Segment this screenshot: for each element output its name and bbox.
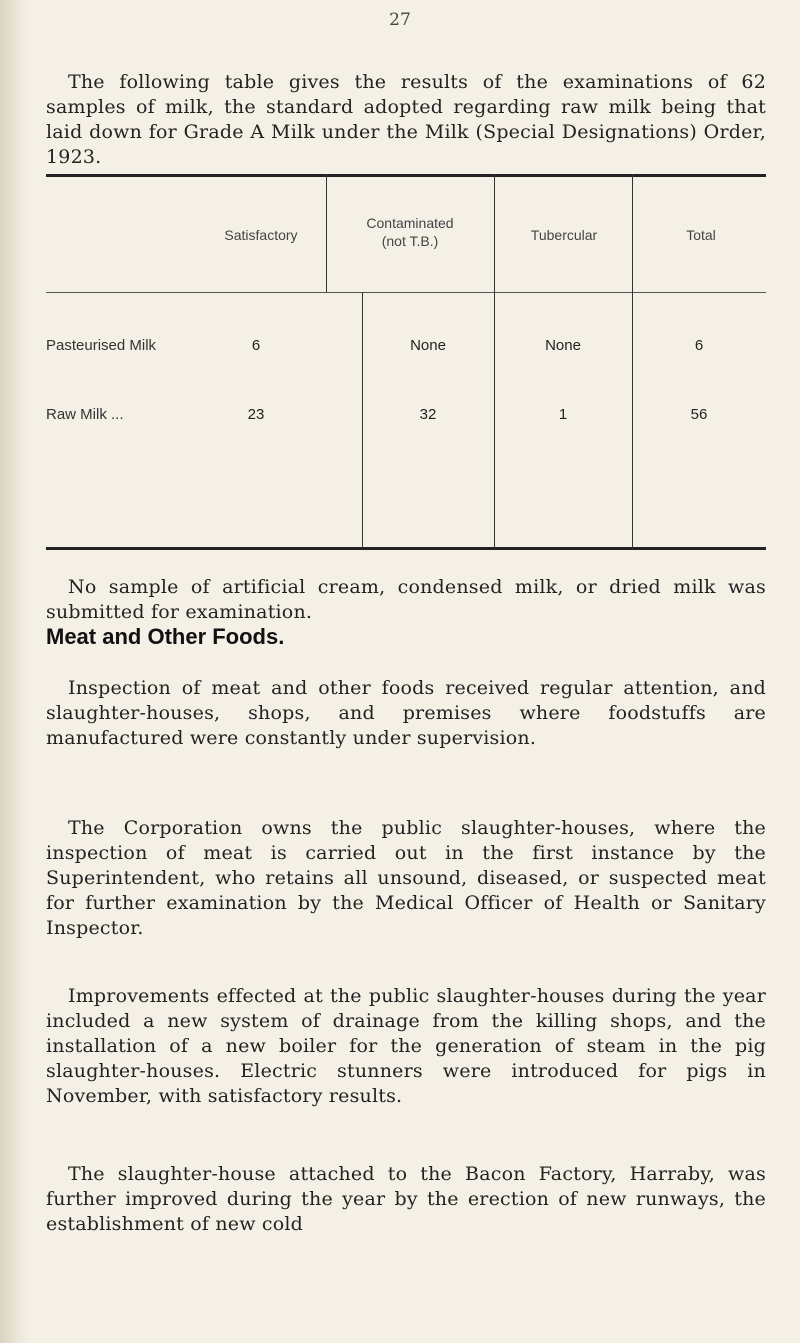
cell-satisfactory: 6 <box>251 337 261 354</box>
milk-results-table <box>46 174 766 550</box>
header-total: Total <box>686 227 716 243</box>
cell-satisfactory: 23 <box>247 406 265 423</box>
cell-total: 6 <box>694 337 704 354</box>
section-heading: Meat and Other Foods. <box>46 624 285 649</box>
cell-contaminated: None <box>410 337 446 354</box>
body-paragraph <box>46 676 766 751</box>
header-contaminated-line2: (not T.B.) <box>381 233 439 249</box>
header-satisfactory: Satisfactory <box>224 227 298 243</box>
table-col-divider <box>632 174 633 550</box>
row-label-pasteurised: Pasteurised Milk <box>46 337 157 354</box>
header-tubercular: Tubercular <box>530 227 598 243</box>
note-text: No sample of artificial cream, condensed milk, or dried milk was submitted for examination. <box>46 576 766 623</box>
table-top-rule <box>46 174 766 177</box>
paragraph-text: The Corporation owns the public slaughter-houses, where the inspection of meat is carried out in the first instance by the Superintendent, who retains all unsound, diseased, or suspected meat for further examination by the Medical Officer of Health or Sanitary Inspector. <box>46 817 766 939</box>
intro-paragraph <box>46 70 766 170</box>
page-number: 27 <box>389 10 411 30</box>
body-paragraph <box>46 816 766 941</box>
table-col-divider <box>494 174 495 550</box>
row-label-raw: Raw Milk ... <box>46 406 124 423</box>
paragraph-text: Improvements effected at the public slaughter-houses during the year included a new system of drainage from the killing shops, and the installation of a new boiler for the generation of steam in the pig slaughter-houses. Electric stunners were introduced for pigs in November, with satisfactory results. <box>46 985 766 1107</box>
header-contaminated <box>330 214 490 250</box>
cell-tubercular: 1 <box>558 406 568 423</box>
note-paragraph <box>46 575 766 625</box>
cell-tubercular: None <box>545 337 581 354</box>
header-contaminated-line1: Contaminated <box>366 215 454 231</box>
paragraph-text: Inspection of meat and other foods received regular attention, and slaughter-houses, shops, and premises where foodstuffs are manufactured were constantly under supervision. <box>46 677 766 749</box>
cell-total: 56 <box>690 406 708 423</box>
body-paragraph <box>46 1162 766 1237</box>
table-col-divider <box>326 174 327 292</box>
body-paragraph <box>46 984 766 1109</box>
intro-text: The following table gives the results of the examinations of 62 samples of milk, the standard adopted regarding raw milk being that laid down for Grade A Milk under the Milk (Special Designations) Order, 1923. <box>46 71 766 168</box>
table-header-rule <box>46 292 766 293</box>
page-edge-shadow <box>0 0 28 1343</box>
paragraph-text: The slaughter-house attached to the Bacon Factory, Harraby, was further improved during the year by the erection of new runways, the establishment of new cold <box>46 1163 766 1235</box>
table-bottom-rule <box>46 547 766 550</box>
cell-contaminated: 32 <box>419 406 437 423</box>
